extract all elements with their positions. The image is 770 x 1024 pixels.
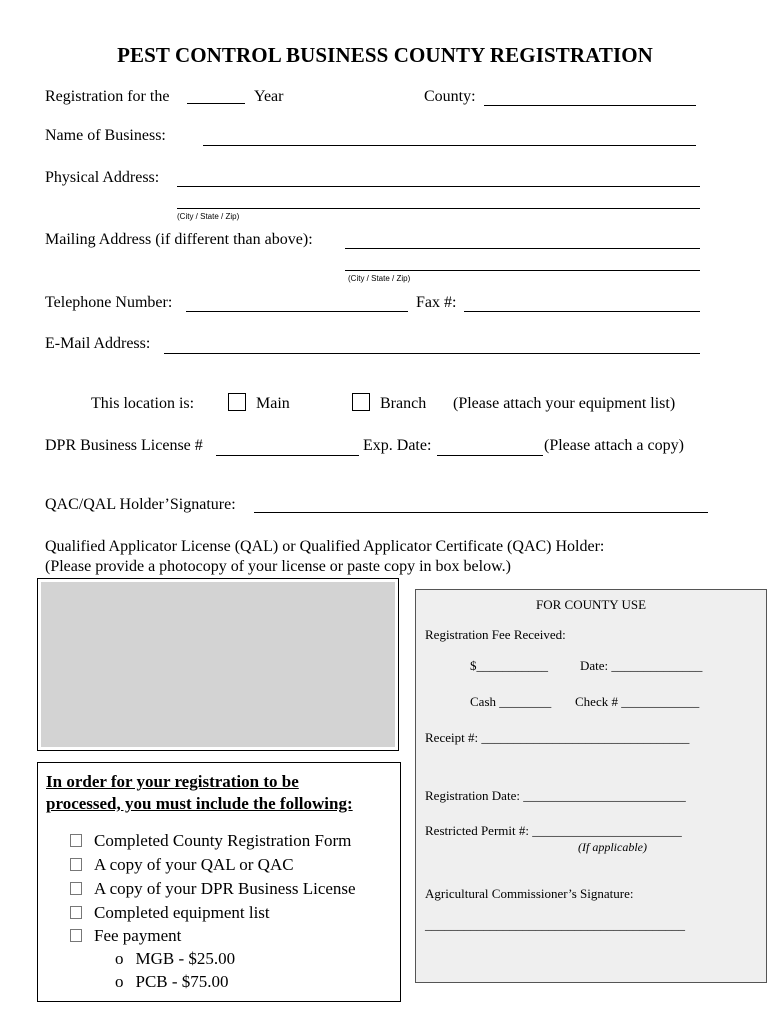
requirements-heading-line2: processed, you must include the following:	[46, 794, 353, 813]
exp-date-label: Exp. Date:	[363, 437, 432, 454]
requirements-box	[37, 762, 401, 1002]
mailing-address-city-field[interactable]	[345, 270, 700, 271]
if-applicable-note: (If applicable)	[578, 840, 647, 854]
license-paste-box[interactable]	[37, 578, 399, 751]
check-number-field[interactable]: Check # ____________	[575, 694, 700, 709]
fax-field[interactable]	[464, 311, 700, 312]
dpr-license-label: DPR Business License #	[45, 437, 203, 454]
county-use-box	[415, 589, 767, 983]
branch-checkbox[interactable]	[352, 393, 370, 411]
ag-commissioner-label: Agricultural Commissioner’s Signature:	[425, 886, 634, 901]
location-label: This location is:	[91, 395, 195, 412]
branch-label: Branch	[380, 395, 427, 412]
fee-amount-field[interactable]: $___________	[470, 658, 548, 673]
checkbox-icon	[70, 929, 82, 942]
registration-year-field[interactable]	[187, 103, 245, 104]
signature-label: QAC/QAL Holder’Signature:	[45, 496, 236, 513]
requirement-item: A copy of your DPR Business License	[70, 879, 356, 899]
restricted-permit-field[interactable]: Restricted Permit #: _______________________	[425, 823, 682, 838]
county-label: County:	[424, 88, 476, 105]
telephone-field[interactable]	[186, 311, 408, 312]
ag-commissioner-signature-field[interactable]: ________________________________________	[425, 917, 685, 932]
county-field[interactable]	[484, 105, 696, 106]
qal-instruction-line2: (Please provide a photocopy of your license or paste copy in box below.)	[45, 558, 511, 575]
attach-copy-note: (Please attach a copy)	[544, 437, 684, 454]
fee-received-label: Registration Fee Received:	[425, 627, 566, 642]
telephone-label: Telephone Number:	[45, 294, 173, 311]
mailing-city-state-zip-hint: (City / State / Zip)	[348, 274, 411, 283]
name-of-business-field[interactable]	[203, 145, 696, 146]
physical-city-state-zip-hint: (City / State / Zip)	[177, 212, 240, 221]
qal-instruction-line1: Qualified Applicator License (QAL) or Qualified Applicator Certificate (QAC) Holder:	[45, 538, 605, 555]
fax-label: Fax #:	[416, 294, 457, 311]
name-of-business-label: Name of Business:	[45, 127, 166, 144]
main-checkbox[interactable]	[228, 393, 246, 411]
requirements-heading-line1: In order for your registration to be	[46, 772, 299, 791]
year-label: Year	[254, 88, 284, 105]
requirement-item: Fee payment	[70, 926, 181, 946]
checkbox-icon	[70, 882, 82, 895]
license-paste-area	[41, 582, 395, 747]
physical-address-field[interactable]	[177, 186, 700, 187]
email-field[interactable]	[164, 353, 700, 354]
registration-for-label: Registration for the	[45, 88, 170, 105]
receipt-field[interactable]: Receipt #: ________________________________	[425, 730, 690, 745]
fee-sub-item: o PCB - $75.00	[115, 972, 229, 991]
cash-field[interactable]: Cash ________	[470, 694, 552, 709]
signature-field[interactable]	[254, 512, 708, 513]
checkbox-icon	[70, 906, 82, 919]
requirement-item: Completed equipment list	[70, 903, 270, 923]
requirements-heading	[46, 771, 353, 815]
checkbox-icon	[70, 858, 82, 871]
exp-date-field[interactable]	[437, 455, 543, 456]
circle-bullet: o	[115, 972, 124, 991]
requirement-item: Completed County Registration Form	[70, 831, 351, 851]
email-label: E-Mail Address:	[45, 335, 151, 352]
mailing-address-field[interactable]	[345, 248, 700, 249]
checkbox-icon	[70, 834, 82, 847]
physical-address-label: Physical Address:	[45, 169, 160, 186]
registration-date-field[interactable]: Registration Date: _________________________	[425, 788, 686, 803]
physical-address-city-field[interactable]	[177, 208, 700, 209]
page-title: PEST CONTROL BUSINESS COUNTY REGISTRATION	[117, 43, 653, 67]
dpr-license-field[interactable]	[216, 455, 359, 456]
requirement-item: A copy of your QAL or QAC	[70, 855, 294, 875]
mailing-address-label: Mailing Address (if different than above):	[45, 231, 313, 248]
fee-sub-item: o MGB - $25.00	[115, 949, 236, 968]
main-label: Main	[256, 395, 290, 412]
attach-equipment-note: (Please attach your equipment list)	[453, 395, 676, 412]
circle-bullet: o	[115, 949, 124, 968]
fee-date-field[interactable]: Date: ______________	[580, 658, 703, 673]
county-use-heading: FOR COUNTY USE	[535, 597, 647, 612]
